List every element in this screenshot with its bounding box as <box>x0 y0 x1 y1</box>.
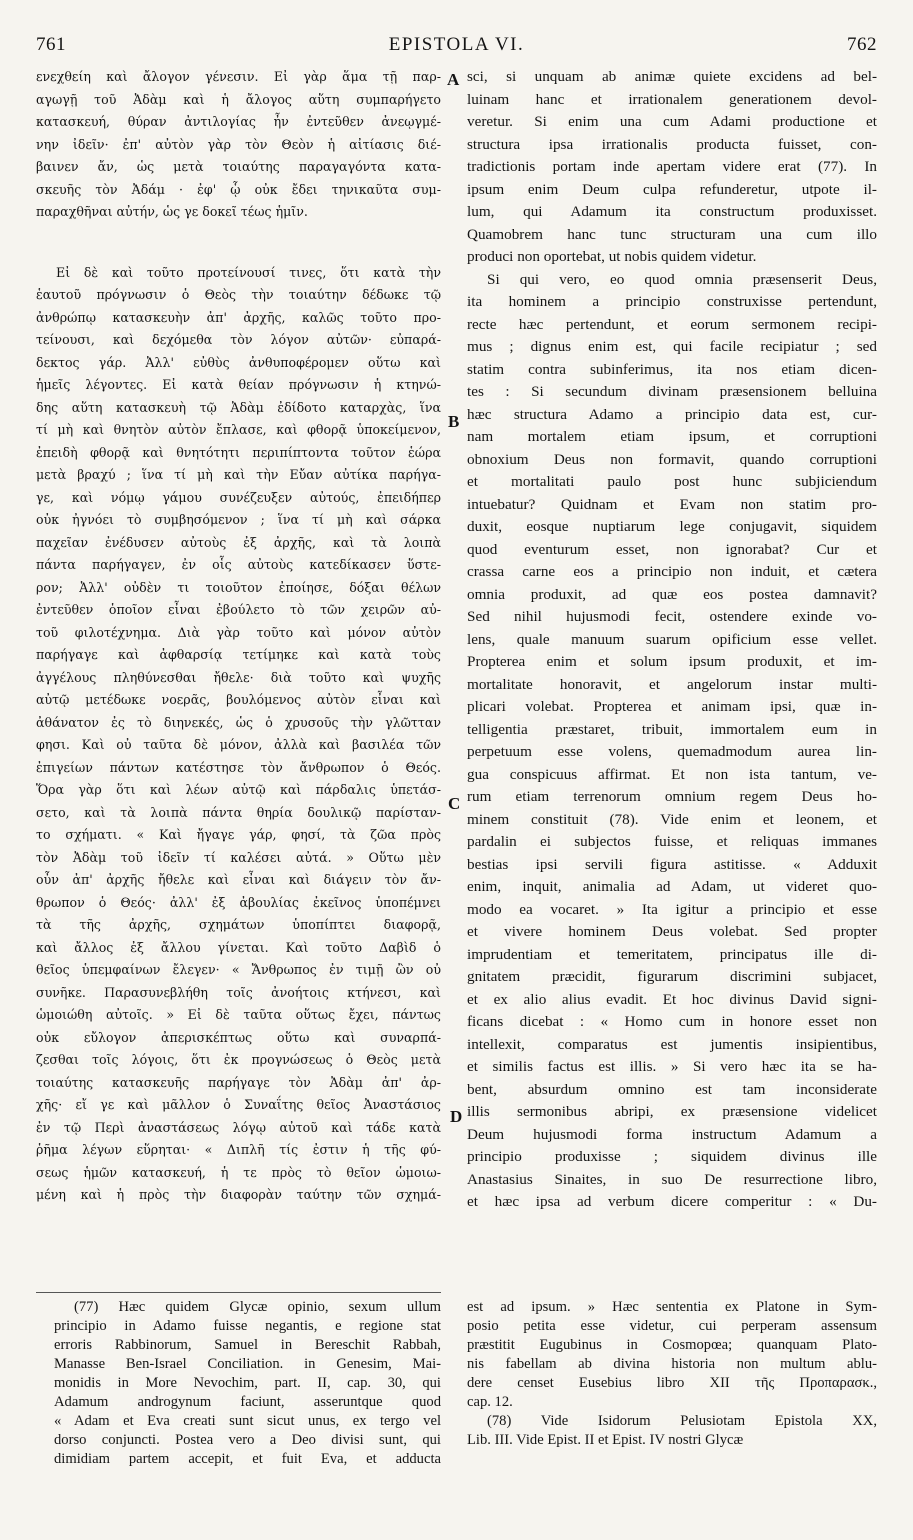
text-line: structura ipsa irrationalis producta fuisset, con- <box>467 135 877 153</box>
text-line: posio petita esse videtur, cui perperam assensum <box>467 1318 877 1334</box>
footnote-rule-left <box>36 1292 441 1293</box>
text-line: ἐν τῷ Περὶ ἀναστάσεως λόγῳ αὐτοῦ καὶ τάδε κατὰ <box>36 1119 441 1135</box>
text-line: mortalitate honoravit, et angelorum instar multi- <box>467 675 877 693</box>
text-line: φησι. Καὶ οὐ ταῦτα δὲ μόνον, ἀλλὰ καὶ βασιλέα τῶν <box>36 737 441 752</box>
text-line: παρήγαγε καὶ ἀφθαρσίᾳ τετίμηκε καὶ κατὰ τοὺς <box>36 647 441 662</box>
text-line: Manasse Ben-Israel Conciliation. in Genesim, Mai- <box>54 1356 441 1372</box>
text-line: intellexit, comparatus est jumentis insipientibus, <box>467 1035 877 1053</box>
text-line: ζεσθαι τοῖς λόγοις, ὅτι ἐκ προγνώσεως ὁ Θεὸς μετὰ <box>36 1052 441 1067</box>
text-line: ῥῆμα λέγων εὕρηται· « Διπλῆ τίς ἐστιν ἡ τῆς φύ- <box>36 1142 441 1157</box>
text-line: hæc structura Adamo a principio data est, cur- <box>467 405 877 423</box>
greek-paragraph-2 <box>36 262 441 1207</box>
text-line: θρωπον ὁ Θεός· ἀλλ' ἐξ ἀβουλίας ἐκεῖνος ὑποπέμνει <box>36 894 441 910</box>
text-line: δεκτος γάρ. Ἀλλ' εὐθὺς ἀνθυποφέρομεν οὕτω καὶ <box>36 354 441 370</box>
text-line: παχεῖαν ἐνέδυσεν αὐτοὺς ἐξ ἀρχῆς, καὶ τὰ λοιπὰ <box>36 534 441 550</box>
text-line: dimidiam partem accepit, et fuit Eva, et adducta <box>54 1451 441 1467</box>
text-line: αγωγῇ τοῦ Ἀδὰμ καὶ ἡ ἄλογος αὕτη συμπαρήγετο <box>36 91 441 107</box>
text-line: bent, absurdum omnino est tam inconsiderate <box>467 1080 877 1098</box>
text-line: καὶ ἄλλος ἐξ ἄλλου γίνεται. Καὶ τοῦτο Δαβὶδ ὁ <box>36 939 441 955</box>
text-line: Anastasius Sinaites, in suo De resurrectione libro, <box>467 1170 877 1188</box>
text-line: nam mortalem etiam ipsum, et corruptioni <box>467 428 877 445</box>
text-line: intuebatur? Quidnam et Evam non statim pro- <box>467 495 877 513</box>
text-line: ενεχθείη καὶ ἄλογον γένεσιν. Εἰ γὰρ ἅμα τῇ παρ- <box>36 69 441 84</box>
text-line: τὰ τῆς ἀρχῆς, σχημάτων ὑποπίπτει διαφορᾷ, <box>36 917 441 932</box>
text-line: βαινεν ἄν, ὡς μετὰ τοιαύτης παραγαγόντα κατα- <box>36 159 441 174</box>
text-line: statim contra subinferimus, ita nos etiam dicen- <box>467 360 877 378</box>
text-line: Lib. III. Vide Epist. II et Epist. IV nostri Glycæ <box>467 1432 744 1448</box>
text-line: lum, qui Adamum ita constructum produxisset. <box>467 203 877 220</box>
text-line: dere censet Eusebius libro XII τῆς Προπαρασκ., <box>467 1375 877 1391</box>
text-line: tradictionis portam inde apertam videre erat (77). In <box>467 158 877 175</box>
text-line: οὐκ ἠγνόει τὸ συμβησόμενον ; ἵνα τί μὴ καὶ σάρκα <box>36 512 441 527</box>
text-line: νην ἰδεῖν· ἐπ' αὐτὸν γὰρ τὸν Θεὸν ἡ αἰτίασις διέ- <box>36 136 441 152</box>
text-line: perpetuum esse volens, quemadmodum aurea lin- <box>467 743 877 760</box>
text-line: lens, quale manuum suarum opificium esse vellet. <box>467 630 877 648</box>
text-line: μετὰ βραχύ ; ἵνα τί μὴ καὶ τὴν Εὔαν αὐτίκα παρήγα- <box>36 467 441 482</box>
greek-paragraph-1 <box>36 66 441 224</box>
text-line: et similis factus est illis. » Si vero hæc ita se ha- <box>467 1058 877 1075</box>
text-line: telligentia præstaret, tribuit, immortalem eum in <box>467 720 877 738</box>
text-line: (78) Vide Isidorum Pelusiotam Epistola XX, <box>487 1413 877 1429</box>
text-line: dorso conjuncti. Postea vero a Deo divisi sunt, qui <box>54 1432 441 1448</box>
text-line: erroris Rabbinorum, Samuel in Bereschit Rabbah, <box>54 1337 441 1353</box>
text-line: Ὅρα γὰρ ὅτι καὶ λέων αὐτῷ καὶ πάρδαλις ὑπετάσ- <box>36 782 441 797</box>
text-line: sci, si unquam ab animæ quiete excidens ad bel- <box>467 68 877 85</box>
text-line: ἐπιγείων πάντων κατέστησε τὸν ἄνθρωπον ὁ Θεός. <box>36 759 441 775</box>
text-line: ipsum enim Deum culpa refunderetur, utpote il- <box>467 180 877 198</box>
section-marker-d: D <box>450 1107 463 1126</box>
text-line: plicari volebat. Propterea et animam ipsi, quæ in- <box>467 698 877 715</box>
text-line: γε, καὶ νόμῳ γάμου συνέζευξεν αὐτούς, ἐπειδήπερ <box>36 489 441 505</box>
text-line: principio produxisse ; siquidem divinus ille <box>467 1148 877 1165</box>
text-line: συνῆκε. Παρασυνεβλήθη τοῖς ἀνοήτοις κτήνεσι, καὶ <box>36 984 441 1000</box>
greek-text-column <box>36 66 441 1207</box>
page-number-right: 762 <box>847 34 877 55</box>
text-line: ἐπειδὴ φθορᾷ καὶ θνητότητι περιπίπτοντα τοῦτον ἑώρα <box>36 444 441 460</box>
text-line: σετο, καὶ τὰ λοιπὰ πάντα θηρία δουλικῷ παρίσταν- <box>36 804 441 820</box>
text-line: Si qui vero, eo quod omnia præsenserit Deus, <box>487 270 877 288</box>
text-line: rum etiam terrenorum omnium regem Deus ho- <box>467 788 877 805</box>
text-line: omnia produxit, ad quæ eos postea damnavit? <box>467 585 877 603</box>
text-line: pardalin ei subjectos fuisse, et reliquas immanes <box>467 833 877 850</box>
text-line: veretur. Si enim una cum Adami productione et <box>467 113 877 130</box>
text-line: Adamum androgynum faciunt, asseruntque quod <box>54 1394 441 1410</box>
text-line: mus ; dignus enim est, qui facile recipiatur ; sed <box>467 338 877 355</box>
text-line: bestias ipsi servili figura astitisse. « Adduxit <box>467 855 877 873</box>
latin-paragraphs <box>467 66 877 1214</box>
text-line: ρον; Ἀλλ' οὐδὲν τι τοιοῦτον ἐποίησε, δόξαι θέλων <box>36 579 441 595</box>
footnote-78 <box>467 1298 877 1450</box>
text-line: modo ea vocaret. » Ita igitur a principio et esse <box>467 900 877 918</box>
text-line: ita hominem a principio construxisse pertendunt, <box>467 293 877 310</box>
section-marker-a: A <box>447 70 460 89</box>
text-line: est ad ipsum. » Hæc sententia ex Platone in Sym- <box>467 1299 877 1315</box>
text-line: et vivere hominem Deus volebat. Sed propter <box>467 923 877 940</box>
footnote-77 <box>54 1298 441 1469</box>
text-line: principio in Adamo fuisse negantis, e regione stat <box>54 1318 441 1334</box>
text-line: χῆς· εἴ γε καὶ μᾶλλον ὁ Συναΐτης θεῖος Ἀναστάσιος <box>36 1097 441 1112</box>
text-line: gua conspicuus affirmat. Et non ista tantum, ve- <box>467 765 877 783</box>
text-line: Deum hujusmodi forma instructum Adamum a <box>467 1125 877 1143</box>
text-line: et mortalitati paulo post hunc subjiciendum <box>467 473 877 490</box>
text-line: quod eventurum esset, non ignorabat? Cur et <box>467 540 877 558</box>
section-marker-b: B <box>448 412 460 431</box>
text-line: nis fabellam ab divina historia non multum ablu- <box>467 1356 877 1372</box>
text-line: μένη καὶ ἡ πρὸς τὴν διαφορὰν ταύτην τῶν σχημά- <box>36 1187 441 1202</box>
text-line: ὡμοιώθη αὐτοῖς. » Εἰ δὲ ταῦτα οὕτως ἔχει, πάντως <box>36 1007 441 1022</box>
text-line: tes : Si secundum divinam præsensionem belluina <box>467 383 877 400</box>
text-line: τί μὴ καὶ θνητὸν αὐτὸν ἔπλασε, καὶ φθορᾷ ὑποκείμενον, <box>36 422 441 437</box>
text-line: ficans dicebat : « Homo cum in honore esset non <box>467 1013 877 1030</box>
text-line: Quamobrem hanc tunc structuram una cum illo <box>467 225 877 243</box>
text-line: ἀγγέλους πληθύνεσθαι ἤθελε· διὰ τοῦτο καὶ ψυχῆς <box>36 669 441 685</box>
text-line: οὖν ἀπ' ἀρχῆς ἤθελε καὶ εἶναι καὶ διάγειν τὸν ἄν- <box>36 872 441 887</box>
text-line: το σχήματι. « Καὶ ἤγαγε γάρ, φησί, τὰ ζῶα πρὸς <box>36 827 441 842</box>
text-line: præstitit Eugubinus in Cosmopœa; quanquam Plato- <box>467 1337 877 1353</box>
text-line: ἀνθρώπῳ κατασκευὴν ἀπ' ἀρχῆς, καλῶς τοῦτο προ- <box>36 309 441 325</box>
text-line: αὐτῷ μετέδωκε νοερᾶς, βουλόμενος αὐτὸν εἶναι καὶ <box>36 692 441 707</box>
text-line: (77) Hæc quidem Glycæ opinio, sexum ullum <box>74 1299 441 1315</box>
text-line: τείνουσι, καὶ δεχόμεθα τὸν λόγον αὐτῶν· εὐπαρά- <box>36 332 441 347</box>
text-line: monidis in More Nevochim, part. II, cap. 30, qui <box>54 1375 441 1391</box>
page-number-left: 761 <box>36 34 66 55</box>
text-line: παραχθῆναι αὐτήν, ὡς γε δοκεῖ τέως ἡμῖν. <box>36 204 308 219</box>
page-title: EPISTOLA VI. <box>388 34 525 55</box>
running-head <box>36 34 877 62</box>
text-line: et hæc ipsa ad verbum dicere comperitur : « Du- <box>467 1193 877 1210</box>
text-line: ἑαυτοῦ πρόγνωσιν ὁ Θεὸς τὴν τοιαύτην δέδωκε τῷ <box>36 287 441 302</box>
text-line: crassa carne eos a principio non induit, et cætera <box>467 563 877 580</box>
text-line: Propterea enim et solum ipsum produxit, et im- <box>467 653 877 670</box>
latin-text-column <box>467 66 877 1214</box>
paragraph-gap <box>36 224 441 262</box>
text-line: cap. 12. <box>467 1394 513 1410</box>
text-line: κατασκευή, θύραν ἀντιλογίας ἦν ἐντεῦθεν ἀνεῳγμέ- <box>36 114 441 129</box>
text-line: οὐκ εὔλογον ἀπερισκέπτως οὕτω καὶ συναρπά- <box>36 1029 441 1045</box>
text-line: Εἰ δὲ καὶ τοῦτο προτείνουσί τινες, ὅτι κατὰ τὴν <box>56 264 441 280</box>
text-line: τοῦ φιλοτέχνημα. Διὰ γὰρ τοῦτο καὶ μόνον αὐτὸν <box>36 624 441 640</box>
footnotes-left <box>54 1298 441 1469</box>
text-line: πάντα παρήγαγεν, ἐν οἷς αὐτοὺς κατεδίκασεν ὕστε- <box>36 557 441 572</box>
text-line: luinam hanc et irrationalem generationem devol- <box>467 90 877 108</box>
footnotes-right <box>467 1298 877 1450</box>
text-line: et ex alio alius evadit. Et hoc divinus David signi- <box>467 990 877 1008</box>
text-line: ἀθάνατον ἐς τὸ διηνεκές, ὡς ὁ χρυσοῦς τὴν γλῶτταν <box>36 714 441 730</box>
text-line: ἐντεῦθεν ὁποῖον εἶναι ἐβούλετο τὸ τῶν χειρῶν αὐ- <box>36 602 441 617</box>
section-marker-c: C <box>448 794 461 813</box>
text-line: minem constituit (78). Vide enim et leonem, et <box>467 810 877 828</box>
text-line: σεως ἡμῶν κατασκευή, ἡ τε πρὸς τὸ θεῖον ὡμοιω- <box>36 1164 441 1180</box>
text-line: recte hæc pertendunt, et eorum sermonem recipi- <box>467 315 877 333</box>
text-line: τὸν Ἀδὰμ τοῦ ἰδεῖν τί καλέσει αὐτά. » Οὕτω μὲν <box>36 849 441 865</box>
text-line: obnoxium Deus non formavit, quando corruptioni <box>467 450 877 468</box>
text-line: enim, inquit, animalia ad Adam, ut videret quo- <box>467 878 877 895</box>
text-line: δης αὕτη κατασκευὴ τῷ Ἀδὰμ ἐδίδοτο καταρχὰς, ἵνα <box>36 399 441 415</box>
text-line: ἡμεῖς λέγοντες. Εἰ κατὰ θείαν πρόγνωσιν ἡ κτηνώ- <box>36 377 441 392</box>
text-line: Sed nihil hujusmodi fecit, ostendere exinde vo- <box>467 608 877 625</box>
text-line: θεῖος ὑπεμφαίνων ἔλεγεν· « Ἄνθρωπος ἐν τιμῇ ὢν οὐ <box>36 962 441 977</box>
text-line: « Adam et Eva creati sunt sicut unus, ex tergo vel <box>54 1413 441 1429</box>
text-line: produci non oportebat, ut nobis quidem videtur. <box>467 248 757 265</box>
text-line: duxit, eosque nuptiarum lege conjugavit, siquidem <box>467 518 877 535</box>
text-line: imprudentiam et temeritatem, principatus ille di- <box>467 945 877 963</box>
text-line: illis sermonibus abripi, ex præsensione videlicet <box>467 1103 877 1120</box>
text-line: σκευῆς τὸν Ἀδάμ · ἐφ' ᾧ οὐκ ἔδει τηνικαῦτα συμ- <box>36 181 441 197</box>
text-line: gnitatem præcidit, figurarum discrimini subjacet, <box>467 968 877 985</box>
text-line: τοιαύτης κατασκευῆς παρήγαγε τὸν Ἀδὰμ ἀπ' ἀρ- <box>36 1074 441 1090</box>
